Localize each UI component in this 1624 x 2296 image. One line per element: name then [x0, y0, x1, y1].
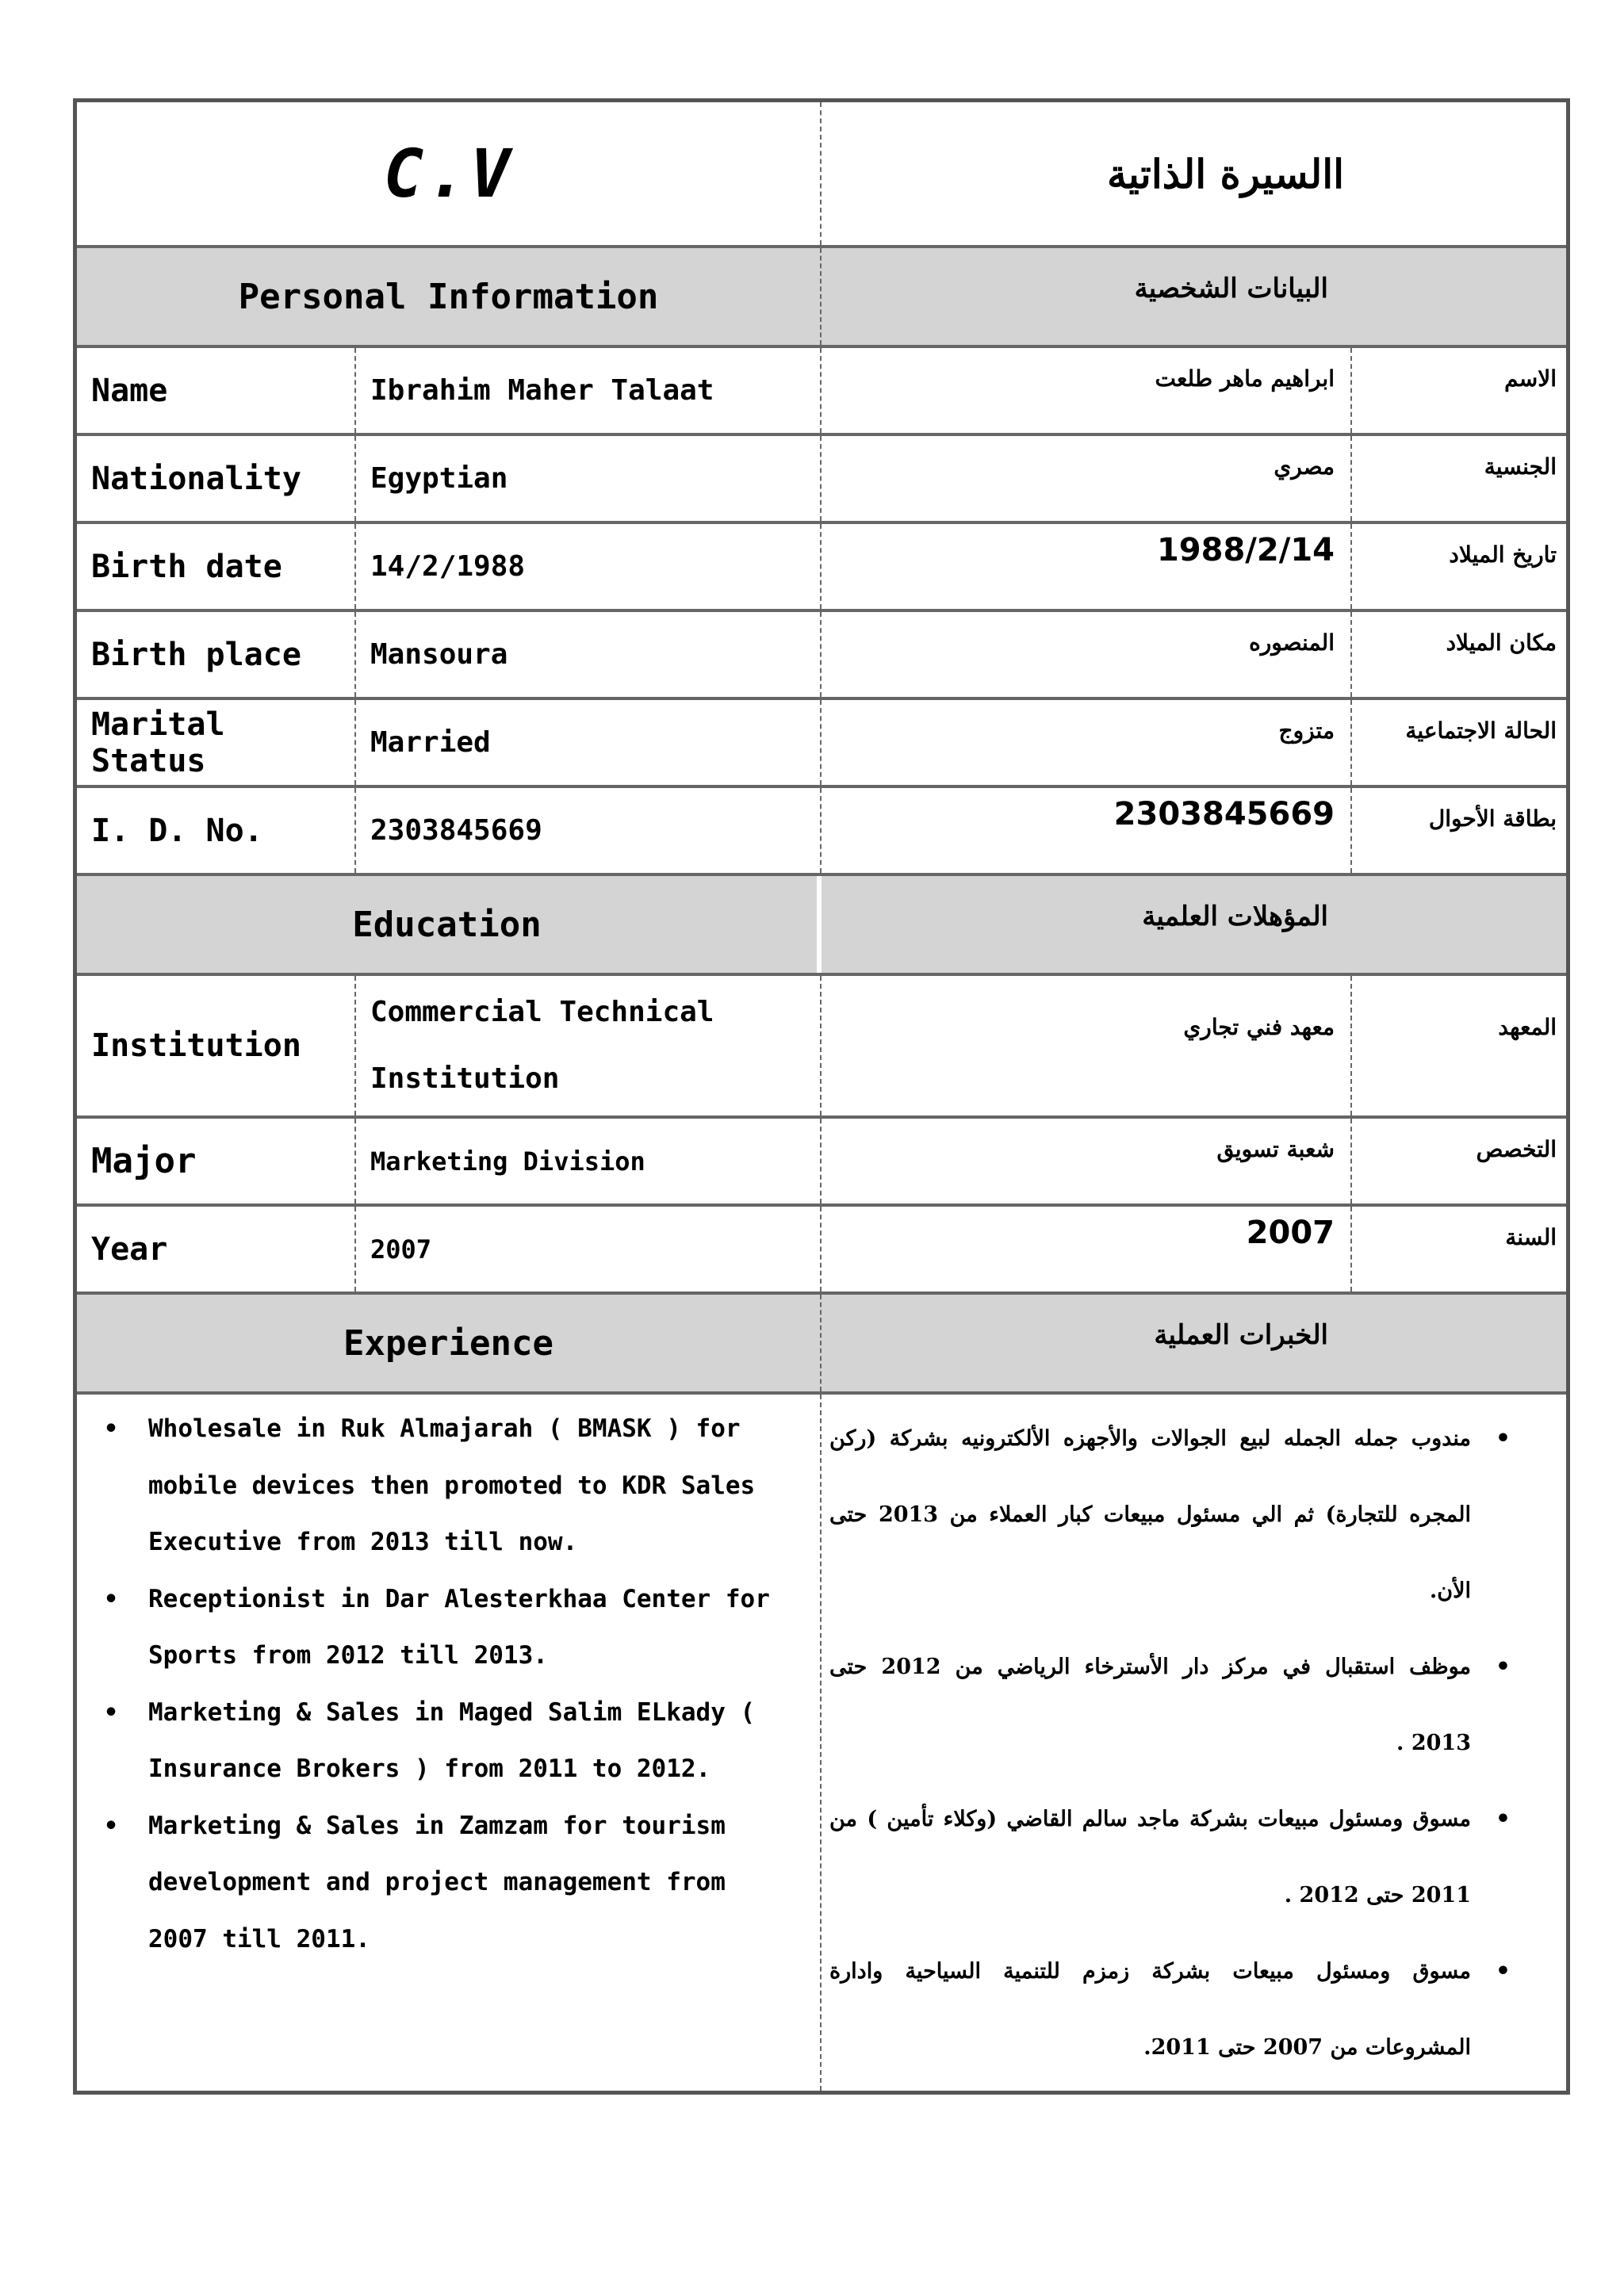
row-en — [77, 1119, 822, 1203]
field-value-arabic: ابراهيم ماهر طلعت — [822, 348, 1352, 433]
field-label-arabic: التخصص — [1476, 1136, 1557, 1162]
title-row — [77, 102, 1566, 248]
row-ar — [822, 700, 1566, 785]
table-row — [77, 1207, 1566, 1295]
field-value: 14/2/1988 — [370, 550, 526, 583]
field-label-arabic: المعهد — [1498, 1014, 1557, 1040]
field-value: Ibrahim Maher Talaat — [370, 374, 714, 407]
field-label: Marital Status — [77, 700, 356, 785]
row-ar — [822, 976, 1566, 1115]
list-item: • Receptionist in Dar Alesterkhaa Center for Sports from 2012 till 2013. — [148, 1571, 796, 1685]
field-label-arabic: الاسم — [1504, 365, 1557, 392]
list-item: • مندوب جمله الجمله لبيع الجوالات والأجهزه الألكترونيه بشركة (ركن المجره للتجارة) ثم الي مسئول مبيعات كبار العملاء من 2013 حتى الأن. — [829, 1401, 1471, 1629]
cv-table — [73, 98, 1570, 2095]
field-value: Egyptian — [370, 462, 508, 495]
field-value-arabic: معهد فني تجاري — [822, 976, 1352, 1115]
cv-title: C.V — [383, 135, 514, 212]
section-heading-cell-en — [77, 876, 822, 973]
row-ar — [822, 348, 1566, 433]
field-label-arabic: مكان الميلاد — [1446, 629, 1557, 656]
row-ar — [822, 612, 1566, 697]
row-en — [77, 524, 822, 609]
field-value: Mansoura — [370, 638, 508, 671]
education-heading-arabic: المؤهلات العلمية — [1142, 901, 1328, 932]
field-label: Major — [77, 1119, 356, 1203]
field-value-arabic: متزوج — [822, 700, 1352, 785]
list-item: • Marketing & Sales in Maged Salim ELkady ( Insurance Brokers ) from 2011 to 2012. — [148, 1685, 796, 1798]
field-label: Nationality — [77, 436, 356, 521]
table-row — [77, 976, 1566, 1119]
education-section-header — [77, 876, 1566, 976]
education-heading: Education — [352, 904, 542, 945]
field-label-arabic: بطاقة الأحوال — [1428, 806, 1557, 832]
title-cell-ar — [822, 102, 1566, 245]
field-value-arabic: 1988/2/14 — [822, 524, 1352, 609]
field-label: I. D. No. — [77, 788, 356, 873]
section-heading-cell-ar — [822, 876, 1566, 973]
list-item: • مسوق ومسئول مبيعات بشركة ماجد سالم القاضي (وكلاء تأمين ) من 2011 حتى 2012 . — [829, 1781, 1471, 1934]
personal-heading: Personal Information — [238, 276, 659, 317]
field-value-arabic: المنصوره — [822, 612, 1352, 697]
personal-section-header — [77, 248, 1566, 348]
experience-heading: Experience — [343, 1322, 553, 1364]
row-en — [77, 788, 822, 873]
table-row — [77, 436, 1566, 524]
row-ar — [822, 1207, 1566, 1292]
list-item: • موظف استقبال في مركز دار الأسترخاء الرياضي من 2012 حتى 2013 . — [829, 1629, 1471, 1781]
table-row — [77, 348, 1566, 436]
experience-section-header — [77, 1295, 1566, 1395]
field-label: Name — [77, 348, 356, 433]
section-heading-cell-en — [77, 248, 822, 345]
cv-title-arabic: االسيرة الذاتية — [1107, 150, 1344, 197]
section-heading-cell-ar — [822, 248, 1566, 345]
field-value: Commercial Technical Institution — [370, 996, 714, 1095]
list-item: • مسوق ومسئول مبيعات بشركة زمزم للتنمية السياحية وادارة المشروعات من 2007 حتى 2011. — [829, 1934, 1471, 2086]
row-en — [77, 348, 822, 433]
experience-list-en — [77, 1395, 822, 2091]
table-row — [77, 612, 1566, 700]
row-ar — [822, 788, 1566, 873]
table-row — [77, 524, 1566, 612]
field-label: Year — [77, 1207, 356, 1292]
list-item: • Marketing & Sales in Zamzam for tourism development and project management from 2007 till 2011. — [148, 1798, 796, 1969]
field-value: 2303845669 — [370, 814, 542, 847]
list-item: • Wholesale in Ruk Almajarah ( BMASK ) for mobile devices then promoted to KDR Sales Executive from 2013 till now. — [148, 1401, 796, 1571]
field-label-arabic: تاريخ الميلاد — [1449, 541, 1557, 568]
field-value-arabic: 2303845669 — [822, 788, 1352, 873]
table-row — [77, 788, 1566, 876]
field-value-arabic: 2007 — [822, 1207, 1352, 1292]
section-heading-cell-en — [77, 1295, 822, 1391]
row-ar — [822, 436, 1566, 521]
row-en — [77, 1207, 822, 1292]
field-value-arabic: شعبة تسويق — [822, 1119, 1352, 1203]
row-en — [77, 436, 822, 521]
field-value: Married — [370, 726, 491, 759]
title-cell-en — [77, 102, 822, 245]
field-label: Birth place — [77, 612, 356, 697]
section-heading-cell-ar — [822, 1295, 1566, 1391]
row-en — [77, 700, 822, 785]
field-label-arabic: السنة — [1505, 1224, 1557, 1250]
row-ar — [822, 1119, 1566, 1203]
field-value-arabic: مصري — [822, 436, 1352, 521]
field-label: Birth date — [77, 524, 356, 609]
field-value: 2007 — [370, 1234, 432, 1265]
table-row — [77, 700, 1566, 788]
field-value: Marketing Division — [370, 1146, 645, 1177]
row-en — [77, 976, 822, 1115]
field-label-arabic: الجنسية — [1484, 453, 1557, 480]
experience-row — [77, 1395, 1566, 2091]
experience-list-ar — [822, 1395, 1566, 2091]
field-label-arabic: الحالة الاجتماعية — [1405, 718, 1557, 744]
personal-heading-arabic: البيانات الشخصية — [1134, 273, 1328, 304]
table-row — [77, 1119, 1566, 1207]
row-ar — [822, 524, 1566, 609]
experience-heading-arabic: الخبرات العملية — [1154, 1319, 1328, 1351]
field-label: Institution — [77, 976, 356, 1115]
row-en — [77, 612, 822, 697]
